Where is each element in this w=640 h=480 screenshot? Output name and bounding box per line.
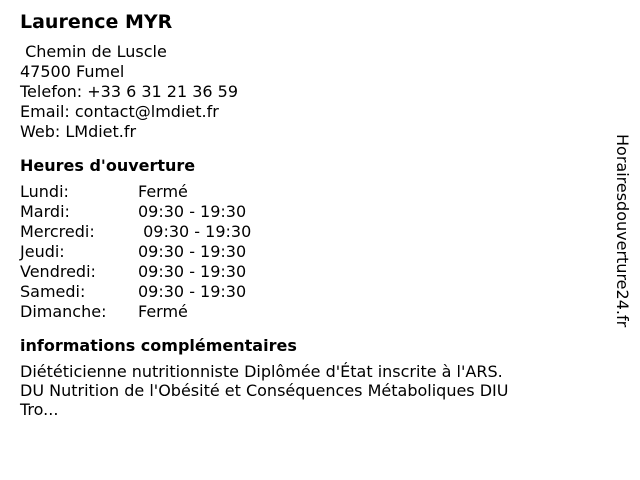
hours-day: Dimanche:	[20, 302, 107, 321]
hours-value: 09:30 - 19:30	[138, 242, 247, 261]
hours-day: Mercredi:	[20, 222, 95, 241]
hours-row-sunday	[20, 302, 580, 322]
hours-day: Jeudi:	[20, 242, 65, 261]
web-link[interactable]: LMdiet.fr	[65, 122, 137, 141]
hours-row-tuesday	[20, 202, 580, 222]
web-line	[20, 122, 580, 142]
email-link[interactable]: contact@lmdiet.fr	[74, 102, 219, 121]
hours-value: 09:30 - 19:30	[138, 222, 252, 241]
email-line	[20, 102, 580, 122]
hours-day: Vendredi:	[20, 262, 96, 281]
hours-value: 09:30 - 19:30	[138, 282, 247, 301]
business-card	[20, 10, 580, 419]
business-name: Laurence MYR	[20, 11, 173, 33]
site-watermark: Horairesdouverture24.fr	[613, 134, 632, 328]
hours-row-thursday	[20, 242, 580, 262]
additional-info-text: Diététicienne nutritionniste Diplômée d'État inscrite à l'ARS. DU Nutrition de l'Obésité et Conséquences Métaboliques DIU Tro...	[20, 362, 509, 419]
hours-day: Samedi:	[20, 282, 86, 301]
hours-row-friday	[20, 262, 580, 282]
hours-value: 09:30 - 19:30	[138, 202, 247, 221]
address-city: 47500 Fumel	[20, 62, 125, 81]
opening-hours-title: Heures d'ouverture	[20, 156, 196, 175]
hours-row-saturday	[20, 282, 580, 302]
address-street: Chemin de Luscle	[20, 42, 167, 61]
email-label: Email:	[20, 102, 75, 121]
hours-value: Fermé	[138, 182, 188, 201]
hours-day: Lundi:	[20, 182, 69, 201]
hours-day: Mardi:	[20, 202, 70, 221]
hours-row-wednesday	[20, 222, 580, 242]
additional-info-title: informations complémentaires	[20, 336, 297, 355]
hours-row-monday	[20, 182, 580, 202]
opening-hours-table	[20, 182, 580, 322]
web-label: Web:	[20, 122, 66, 141]
hours-value: 09:30 - 19:30	[138, 262, 247, 281]
phone-line: Telefon: +33 6 31 21 36 59	[20, 82, 239, 101]
hours-value: Fermé	[138, 302, 188, 321]
